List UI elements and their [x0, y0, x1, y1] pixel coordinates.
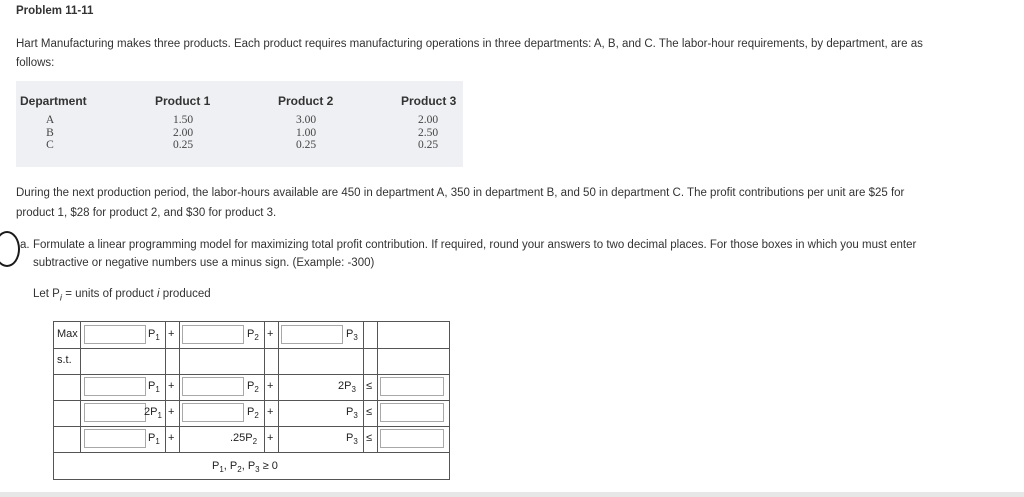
constraint-3-rhs-input[interactable] — [380, 429, 444, 448]
row-divider — [54, 348, 449, 349]
constraint-2-rhs-input[interactable] — [380, 403, 444, 422]
objective-term-p3: $P_3$ — [346, 328, 358, 343]
problem-title: Problem 11-11 — [16, 5, 94, 17]
objective-coef-p3-input[interactable] — [281, 325, 343, 344]
constraint-2-term-p3: $P_3$ — [346, 406, 358, 421]
header-product-3: Product 3 — [401, 94, 457, 108]
problem-details — [16, 184, 1016, 223]
lp-model-table — [53, 321, 450, 480]
objective-coef-p2-input[interactable] — [182, 325, 244, 344]
non-negativity-constraint: $P_1$, $P_2$, $P_3 \ge 0$ — [212, 460, 278, 475]
product-2-column — [290, 114, 322, 152]
plus-sign: + — [168, 432, 175, 444]
part-a-line-2: subtractive or negative numbers use a minus sign. (Example: -300) — [33, 257, 375, 269]
leq-sign: ≤ — [366, 380, 373, 392]
part-a-question — [20, 236, 1020, 272]
product-3-value: 0.25 — [417, 139, 439, 151]
constraint-3-term-p2: $.25P_2$ — [230, 432, 258, 447]
plus-sign: + — [168, 406, 175, 418]
row-divider — [54, 426, 449, 427]
constraint-3-term-p3: $P_3$ — [346, 432, 358, 447]
plus-sign: + — [267, 432, 274, 444]
department-column — [42, 114, 58, 152]
constraint-1-term-p2: $P_2$ — [247, 380, 259, 395]
product-2-value: 3.00 — [295, 114, 317, 126]
problem-intro — [16, 35, 1020, 73]
constraint-3-term-p1: $P_1$ — [148, 432, 160, 447]
department-b: B — [46, 126, 54, 139]
plus-sign: + — [168, 328, 175, 340]
row-divider — [54, 374, 449, 375]
details-line-1: During the next production period, the labor-hours available are 450 in department A, 350 in department B, and 50 in department C. The profit contributions per unit are $25 for — [16, 187, 905, 199]
plus-sign: + — [267, 406, 274, 418]
constraint-1-coef-p2-input[interactable] — [182, 377, 244, 396]
plus-sign: + — [267, 328, 274, 340]
plus-sign: + — [267, 380, 274, 392]
intro-line-1: Hart Manufacturing makes three products. Each product requires manufacturing operations in three departments: A, B, and C. The labor-hour requirements, by department, are as — [16, 38, 923, 50]
product-3-value: 2.00 — [417, 114, 439, 126]
intro-line-2: follows: — [16, 57, 55, 69]
leq-sign: ≤ — [366, 432, 373, 444]
department-c: C — [46, 139, 54, 151]
objective-term-p1: $P_1$ — [148, 328, 160, 343]
subject-to-label: s.t. — [57, 354, 72, 366]
col-divider — [363, 322, 364, 452]
constraint-2-term-p1: $2P_1$ — [144, 406, 162, 421]
product-1-column — [167, 114, 199, 152]
details-line-2: product 1, $28 for product 2, and $30 for product 3. — [16, 206, 277, 219]
product-1-value: 2.00 — [172, 126, 194, 139]
product-2-value: 0.25 — [295, 139, 317, 151]
current-part-marker — [0, 231, 20, 267]
max-label: Max — [57, 328, 78, 340]
col-divider — [278, 322, 279, 452]
part-a-line-1: Formulate a linear programming model for maximizing total profit contribution. If required, round your answers to two decimal places. For those boxes in which you must enter — [33, 239, 917, 251]
col-divider — [264, 322, 265, 452]
bottom-divider — [0, 492, 1024, 497]
product-3-column — [412, 114, 444, 152]
department-a: A — [45, 114, 55, 126]
labor-hours-table — [16, 81, 463, 167]
col-divider — [377, 322, 378, 452]
row-divider — [54, 400, 449, 401]
constraint-2-coef-p1-input[interactable] — [84, 403, 146, 422]
constraint-2-coef-p2-input[interactable] — [182, 403, 244, 422]
constraint-3-coef-p1-input[interactable] — [84, 429, 146, 448]
product-2-value: 1.00 — [295, 126, 317, 139]
leq-sign: ≤ — [366, 406, 373, 418]
product-1-value: 0.25 — [172, 139, 194, 151]
col-divider — [80, 322, 81, 452]
constraint-1-rhs-input[interactable] — [380, 377, 444, 396]
header-department: Department — [20, 94, 87, 108]
header-product-2: Product 2 — [278, 94, 334, 108]
header-product-1: Product 1 — [155, 94, 211, 108]
variable-definition: Let $P_i$ = units of product i produced — [33, 288, 211, 304]
constraint-1-coef-p1-input[interactable] — [84, 377, 146, 396]
col-divider — [165, 322, 166, 452]
part-a-label: a. — [20, 239, 30, 251]
col-divider — [179, 322, 180, 452]
plus-sign: + — [168, 380, 175, 392]
product-3-value: 2.50 — [417, 126, 439, 139]
constraint-2-term-p2: $P_2$ — [247, 406, 259, 421]
product-1-value: 1.50 — [172, 114, 194, 126]
objective-coef-p1-input[interactable] — [84, 325, 146, 344]
objective-term-p2: $P_2$ — [247, 328, 259, 343]
constraint-1-term-p3: $2P_3$ — [338, 380, 356, 395]
row-divider — [54, 452, 449, 453]
constraint-1-term-p1: $P_1$ — [148, 380, 160, 395]
